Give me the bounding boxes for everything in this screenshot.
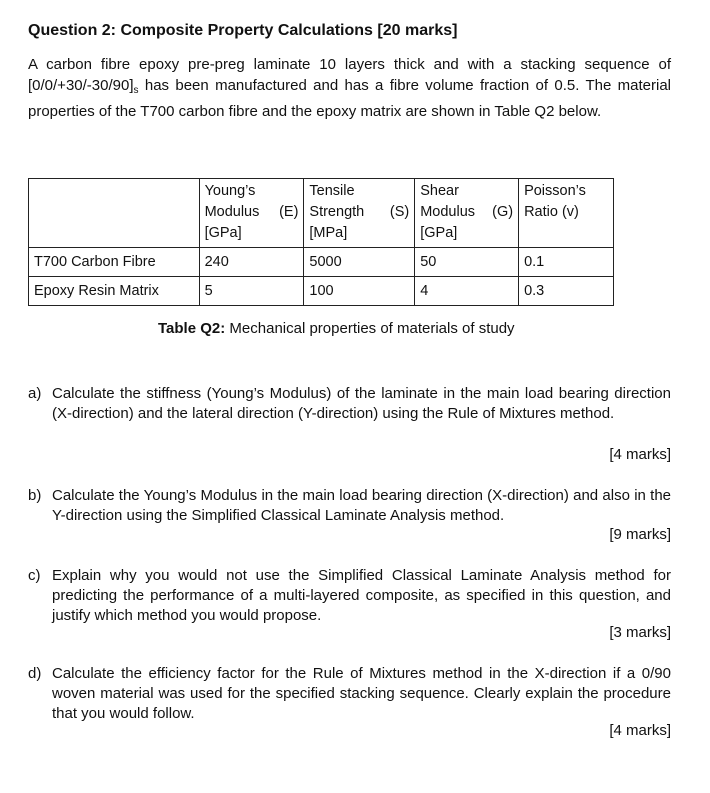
intro-paragraph <box>28 54 671 122</box>
table-row <box>29 277 614 306</box>
question-text: Calculate the efficiency factor for the Rule of Mixtures method in the X-direction if a 0/90 woven material was used for the specified stacking sequence. Clearly explain the procedure that you would follow. <box>52 665 671 722</box>
question-label: d) <box>28 665 42 682</box>
question-text: Explain why you would not use the Simplified Classical Laminate Analysis method for predicting the performance of a multi-layered composite, as specified in this question, and justify which method you would propose. <box>52 567 671 624</box>
caption-text: Mechanical properties of materials of study <box>225 320 515 337</box>
marks-b: [9 marks] <box>609 526 671 543</box>
header-poissons-ratio: Poisson’s Ratio (v) <box>519 179 614 248</box>
shear-modulus-value: 4 <box>415 277 519 306</box>
poissons-ratio-value: 0.1 <box>519 248 614 277</box>
header-youngs-modulus: Young’s Modulus (E) [GPa] <box>199 179 304 248</box>
header-tensile-strength: Tensile Strength (S) [MPa] <box>304 179 415 248</box>
header-blank-cell <box>29 179 200 248</box>
marks-c: [3 marks] <box>609 624 671 641</box>
material-name: Epoxy Resin Matrix <box>29 277 200 306</box>
youngs-modulus-value: 5 <box>199 277 304 306</box>
material-name: T700 Carbon Fibre <box>29 248 200 277</box>
table-caption <box>158 320 515 337</box>
header-shear-modulus: Shear Modulus (G) [GPa] <box>415 179 519 248</box>
question-label: a) <box>28 385 42 402</box>
intro-text-1: A carbon fibre epoxy pre-preg laminate 10 layers thick and with a stacking sequence of [0/0/+30/-30/90] <box>28 56 671 94</box>
question-d <box>28 664 671 724</box>
poissons-ratio-value: 0.3 <box>519 277 614 306</box>
marks-d: [4 marks] <box>609 722 671 739</box>
table-header-row <box>29 179 614 248</box>
question-heading: Question 2: Composite Property Calculations [20 marks] <box>28 22 458 39</box>
properties-table <box>28 178 614 306</box>
question-label: c) <box>28 567 41 584</box>
question-text: Calculate the stiffness (Young’s Modulus) of the laminate in the main load bearing direction (X-direction) and the lateral direction (Y-direction) using the Rule of Mixtures method. <box>52 385 671 422</box>
intro-subscript: s <box>133 85 139 96</box>
shear-modulus-value: 50 <box>415 248 519 277</box>
marks-a: [4 marks] <box>609 446 671 463</box>
youngs-modulus-value: 240 <box>199 248 304 277</box>
question-label: b) <box>28 487 42 504</box>
tensile-strength-value: 100 <box>304 277 415 306</box>
question-text: Calculate the Young’s Modulus in the main load bearing direction (X-direction) and also in the Y-direction using the Simplified Classical Laminate Analysis method. <box>52 487 671 524</box>
question-c <box>28 566 671 626</box>
question-a <box>28 384 671 424</box>
table-row <box>29 248 614 277</box>
tensile-strength-value: 5000 <box>304 248 415 277</box>
intro-text-2: has been manufactured and has a fibre volume fraction of 0.5. The material properties of the T700 carbon fibre and the epoxy matrix are shown in Table Q2 below. <box>28 77 671 120</box>
caption-label: Table Q2: <box>158 320 226 337</box>
question-b <box>28 486 671 526</box>
